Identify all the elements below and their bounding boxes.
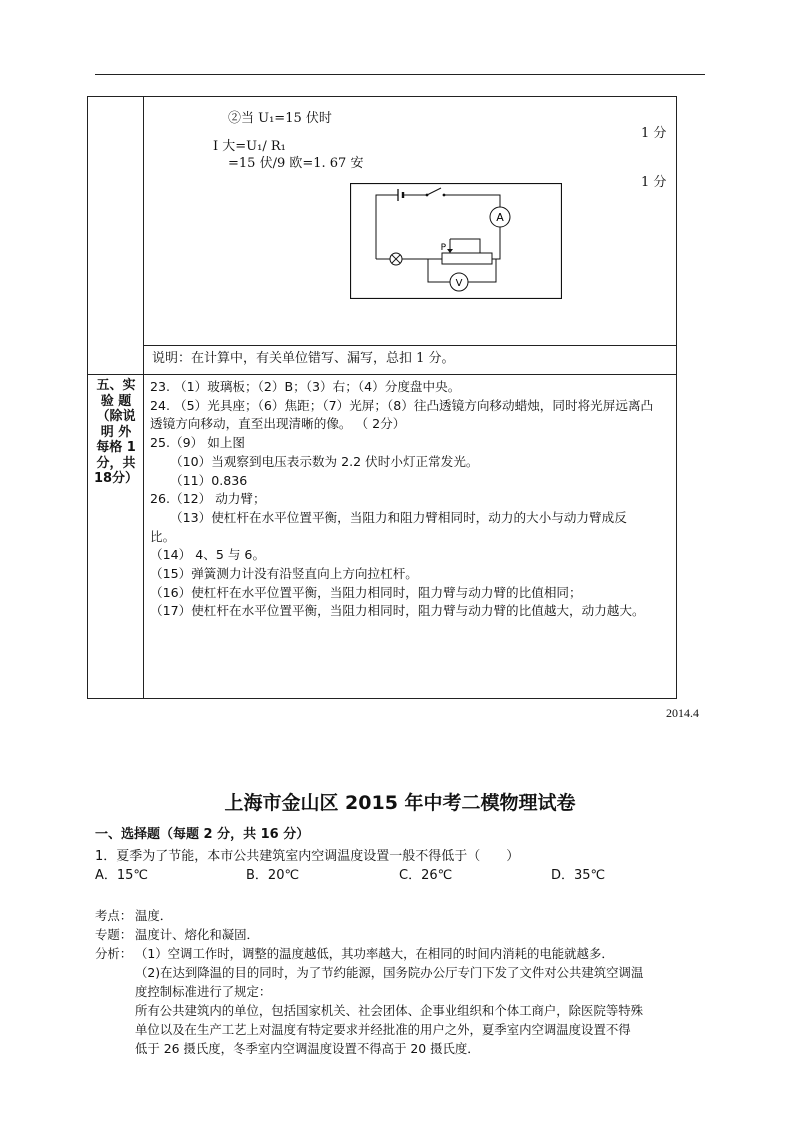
section-label-line: 18分） — [93, 471, 139, 486]
answer-line: （16）使杠杆在水平位置平衡，当阻力相同时，阻力臂与动力臂的比值相同； — [150, 584, 582, 600]
exam-title: 上海市金山区 2015 年中考二模物理试卷 — [224, 792, 576, 814]
rheostat-icon — [442, 253, 492, 264]
analysis-block — [95, 906, 643, 1058]
wire-left — [376, 195, 398, 259]
question-1: 1．夏季为了节能，本市公共建筑室内空调温度设置一般不得低于（ ） — [95, 849, 520, 864]
answer-line: （10）当观察到电压表示数为 2.2 伏时小灯正常发光。 — [170, 453, 479, 469]
fenxi-line: （2)在达到降温的目的同时，为了节约能源，国务院办公厅专门下发了文件对公共建筑空调温 — [135, 965, 644, 980]
answer-line: （17）使杠杆在水平位置平衡，当阻力相同时，阻力臂与动力臂的比值越大，动力越大。 — [150, 603, 645, 619]
fenxi-line: （1）空调工作时，调整的温度越低，其功率越大，在相同的时间内消耗的电能就越多． — [135, 946, 614, 961]
circuit-diagram — [350, 183, 562, 299]
option-b: B．20℃ — [246, 868, 300, 883]
wire-right — [492, 227, 500, 259]
wire-right-top — [444, 195, 500, 207]
table-row-divider — [143, 345, 677, 346]
fenxi-line: 单位以及在生产工艺上对温度有特定要求并经批准的用户之外，夏季室内空调温度设置不得 — [135, 1022, 631, 1037]
score-1: 1 分 — [641, 126, 667, 141]
slider-arrowhead — [447, 249, 453, 253]
zhuanti-row — [95, 925, 643, 944]
section-label-line: 明 外 — [100, 424, 132, 440]
answer-line: 透镜方向移动，直至出现清晰的像。 （ 2分） — [150, 416, 406, 432]
answer-line: （15）弹簧测力计没有沿竖直向上方向拉杠杆。 — [150, 566, 418, 582]
answer-list — [150, 378, 675, 621]
answer-line: 比。 — [150, 528, 176, 544]
switch-blade — [427, 188, 441, 195]
fenxi-row — [95, 944, 643, 963]
table-column-divider — [143, 96, 144, 699]
zhuanti-value: 温度计、熔化和凝固． — [135, 927, 259, 942]
section-label-line: 验 题 — [100, 393, 132, 409]
answer-line: 25.（9） 如上图 — [150, 435, 246, 451]
option-d: D．35℃ — [551, 868, 606, 883]
section-label-line: 五、实 — [96, 378, 136, 393]
header-rule — [95, 74, 705, 75]
section-label-line: 分，共 — [96, 455, 136, 471]
deduction-note: 说明：在计算中，有关单位错写、漏写，总扣 1 分。 — [152, 351, 455, 366]
calc-line-1: ②当 U₁=15 伏时 — [228, 111, 332, 126]
fenxi-label: 分析： — [95, 946, 133, 961]
option-c: C．26℃ — [399, 868, 453, 883]
zhuanti-label: 专题： — [95, 927, 133, 942]
calc-line-3: =15 伏/9 欧=1. 67 安 — [228, 156, 364, 171]
calc-line-2: I 大=U₁/ R₁ — [213, 139, 286, 154]
answer-date: 2014.4 — [666, 706, 699, 720]
table-row-divider — [87, 374, 677, 375]
fenxi-line: 度控制标准进行了规定： — [135, 984, 272, 999]
fenxi-line: 所有公共建筑内的单位，包括国家机关、社会团体、企事业组织和个体工商户，除医院等特殊 — [135, 1003, 644, 1018]
kaodian-row — [95, 906, 643, 925]
kaodian-value: 温度． — [135, 908, 173, 923]
slider-wire — [450, 239, 480, 253]
slider-label: P — [440, 243, 446, 253]
section-label-line: （除说 — [96, 409, 136, 424]
section-five-label — [90, 378, 142, 487]
answer-line: （14） 4、5 与 6。 — [150, 547, 266, 563]
answer-line: 23. （1）玻璃板；（2）B；（3）右；（4）分度盘中央。 — [150, 379, 461, 394]
voltmeter-label: V — [455, 278, 463, 289]
answer-line: 26.（12） 动力臂； — [150, 491, 266, 507]
score-2: 1 分 — [641, 175, 667, 190]
fenxi-line: 低于 26 摄氏度，冬季室内空调温度设置不得高于 20 摄氏度． — [135, 1041, 480, 1056]
section-label-line: 每格 1 — [96, 440, 136, 455]
kaodian-label: 考点： — [95, 908, 133, 923]
section-heading: 一、选择题（每题 2 分，共 16 分） — [95, 827, 310, 842]
answer-line: （13）使杠杆在水平位置平衡，当阻力和阻力臂相同时，动力的大小与动力臂成反 — [170, 509, 627, 525]
answer-line: （11）0.836 — [170, 472, 248, 488]
option-a: A．15℃ — [95, 868, 149, 883]
ammeter-label: A — [496, 211, 504, 224]
answer-line: 24. （5）光具座；（6）焦距；（7）光屏；（8）往凸透镜方向移动蜡烛，同时将光屏远离凸 — [150, 397, 654, 413]
